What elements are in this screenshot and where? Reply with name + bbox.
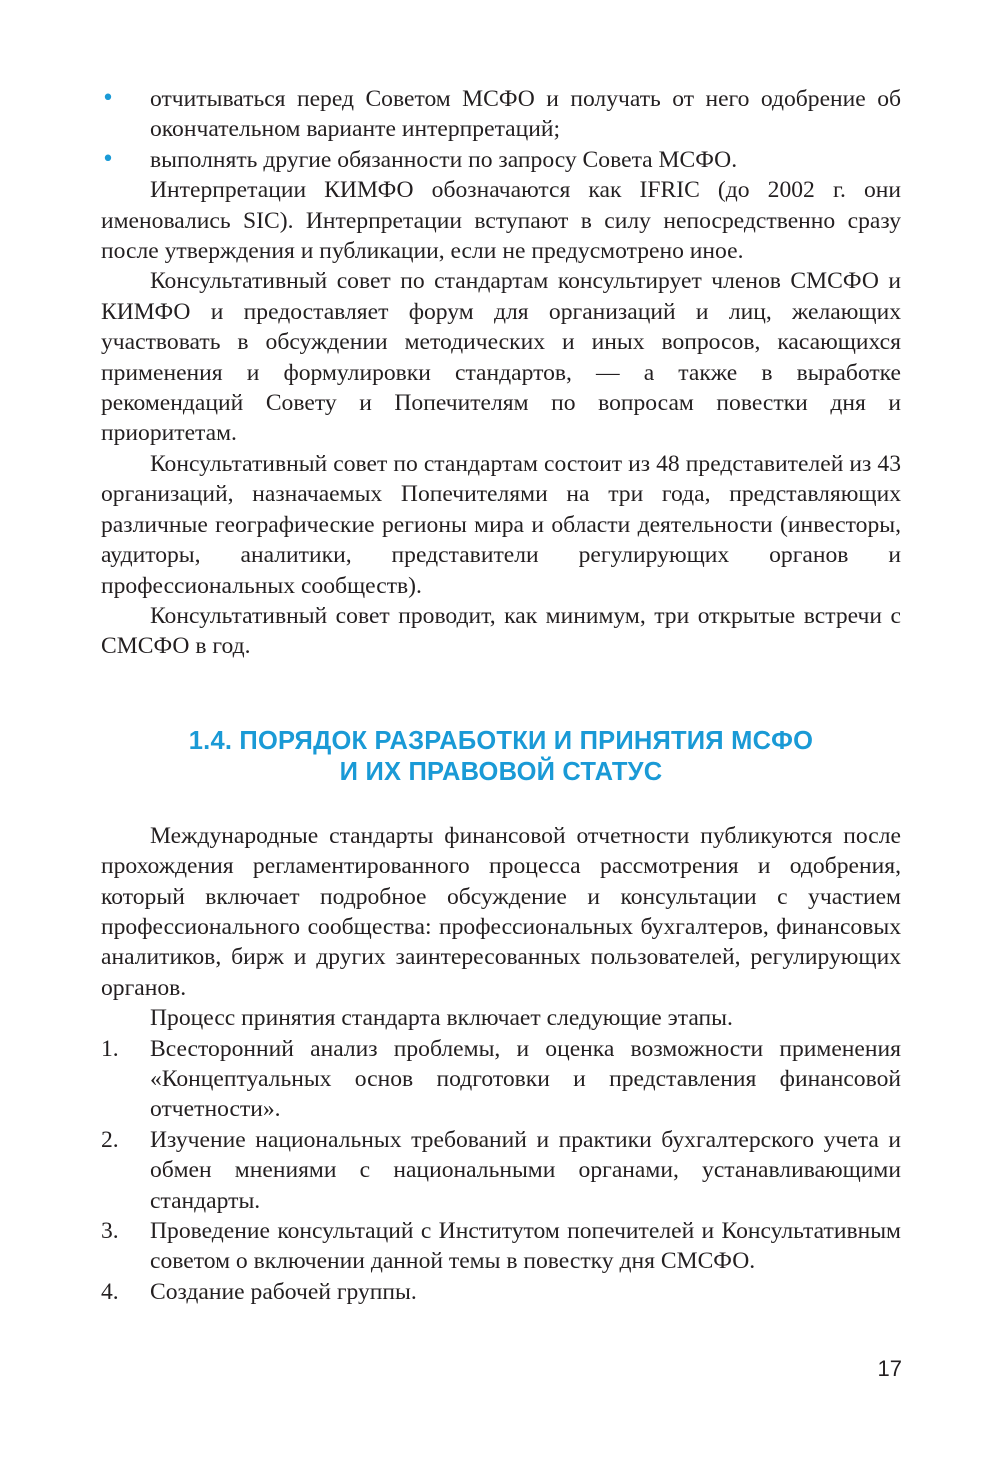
paragraph: Консультативный совет по стандартам состоит из 48 представителей из 43 организаций, назначаемых Попечителями на три года, представляющих различные географические регионы мира и области деятельности (инвесторы, аудиторы, аналитики, представители регулирующих органов и профессиональных сообществ). bbox=[101, 450, 901, 599]
step-number: 1. bbox=[101, 1035, 119, 1062]
step-text: Всесторонний анализ проблемы, и оценка возможности применения «Концептуальных основ подготовки и представления финансовой отчетности». bbox=[150, 1035, 901, 1123]
bullet-list bbox=[101, 84, 901, 175]
step-number: 4. bbox=[101, 1278, 119, 1305]
paragraph: Интерпретации КИМФО обозначаются как IFRIC (до 2002 г. они именовались SIC). Интерпретации вступают в силу непосредственно сразу после утверждения и публикации, если не предусмотрено иное. bbox=[101, 177, 901, 265]
bullet-icon: • bbox=[101, 86, 115, 111]
list-item bbox=[101, 1125, 901, 1216]
step-text: Создание рабочей группы. bbox=[150, 1278, 417, 1305]
list-item bbox=[101, 1277, 901, 1307]
list-item bbox=[101, 1034, 901, 1125]
section-heading-line-1: 1.4. ПОРЯДОК РАЗРАБОТКИ И ПРИНЯТИЯ МСФО bbox=[188, 726, 814, 755]
bullet-icon: • bbox=[101, 146, 115, 172]
page-number: 17 bbox=[877, 1356, 902, 1381]
step-number: 3. bbox=[101, 1218, 119, 1244]
paragraph: Консультативный совет по стандартам консультирует членов СМСФО и КИМФО и предоставляет форум для организаций и лиц, желающих участвовать в обсуждении методических и иных вопросов, касающихся применения и формулировки стандартов, — а также в выработке рекомендаций Совету и Попечителям по вопросам повестки дня и приоритетам. bbox=[101, 268, 901, 447]
step-number: 2. bbox=[101, 1126, 119, 1153]
paragraph: Международные стандарты финансовой отчетности публикуются после прохождения регламентированного процесса рассмотрения и одобрения, который включает подробное обсуждение и консультации с участием профессионального сообщества: профессиональных бухгалтеров, финансовых аналитиков, бирж и других заинтересованных пользователей, регулирующих органов. bbox=[101, 822, 901, 1001]
list-item bbox=[101, 145, 901, 175]
paragraph: Консультативный совет проводит, как минимум, три открытые встречи с СМСФО в год. bbox=[101, 602, 901, 660]
step-text: Проведение консультаций с Институтом попечителей и Консультативным советом о включении данной темы в повестку дня СМСФО. bbox=[150, 1218, 901, 1275]
steps-list bbox=[101, 1034, 901, 1308]
paragraph: Процесс принятия стандарта включает следующие этапы. bbox=[150, 1005, 733, 1032]
step-text: Изучение национальных требований и практики бухгалтерского учета и обмен мнениями с национальными органами, устанавливающими стандарты. bbox=[150, 1126, 901, 1214]
bullet-text: выполнять другие обязанности по запросу Совета МСФО. bbox=[150, 146, 738, 173]
page-content bbox=[101, 84, 901, 1307]
list-item bbox=[101, 1216, 901, 1277]
bullet-text: отчитываться перед Советом МСФО и получать от него одобрение об окончательном варианте интерпретаций; bbox=[150, 86, 901, 143]
list-item bbox=[101, 84, 901, 145]
section-heading-line-2: И ИХ ПРАВОВОЙ СТАТУС bbox=[339, 757, 663, 786]
section-heading bbox=[101, 726, 901, 788]
